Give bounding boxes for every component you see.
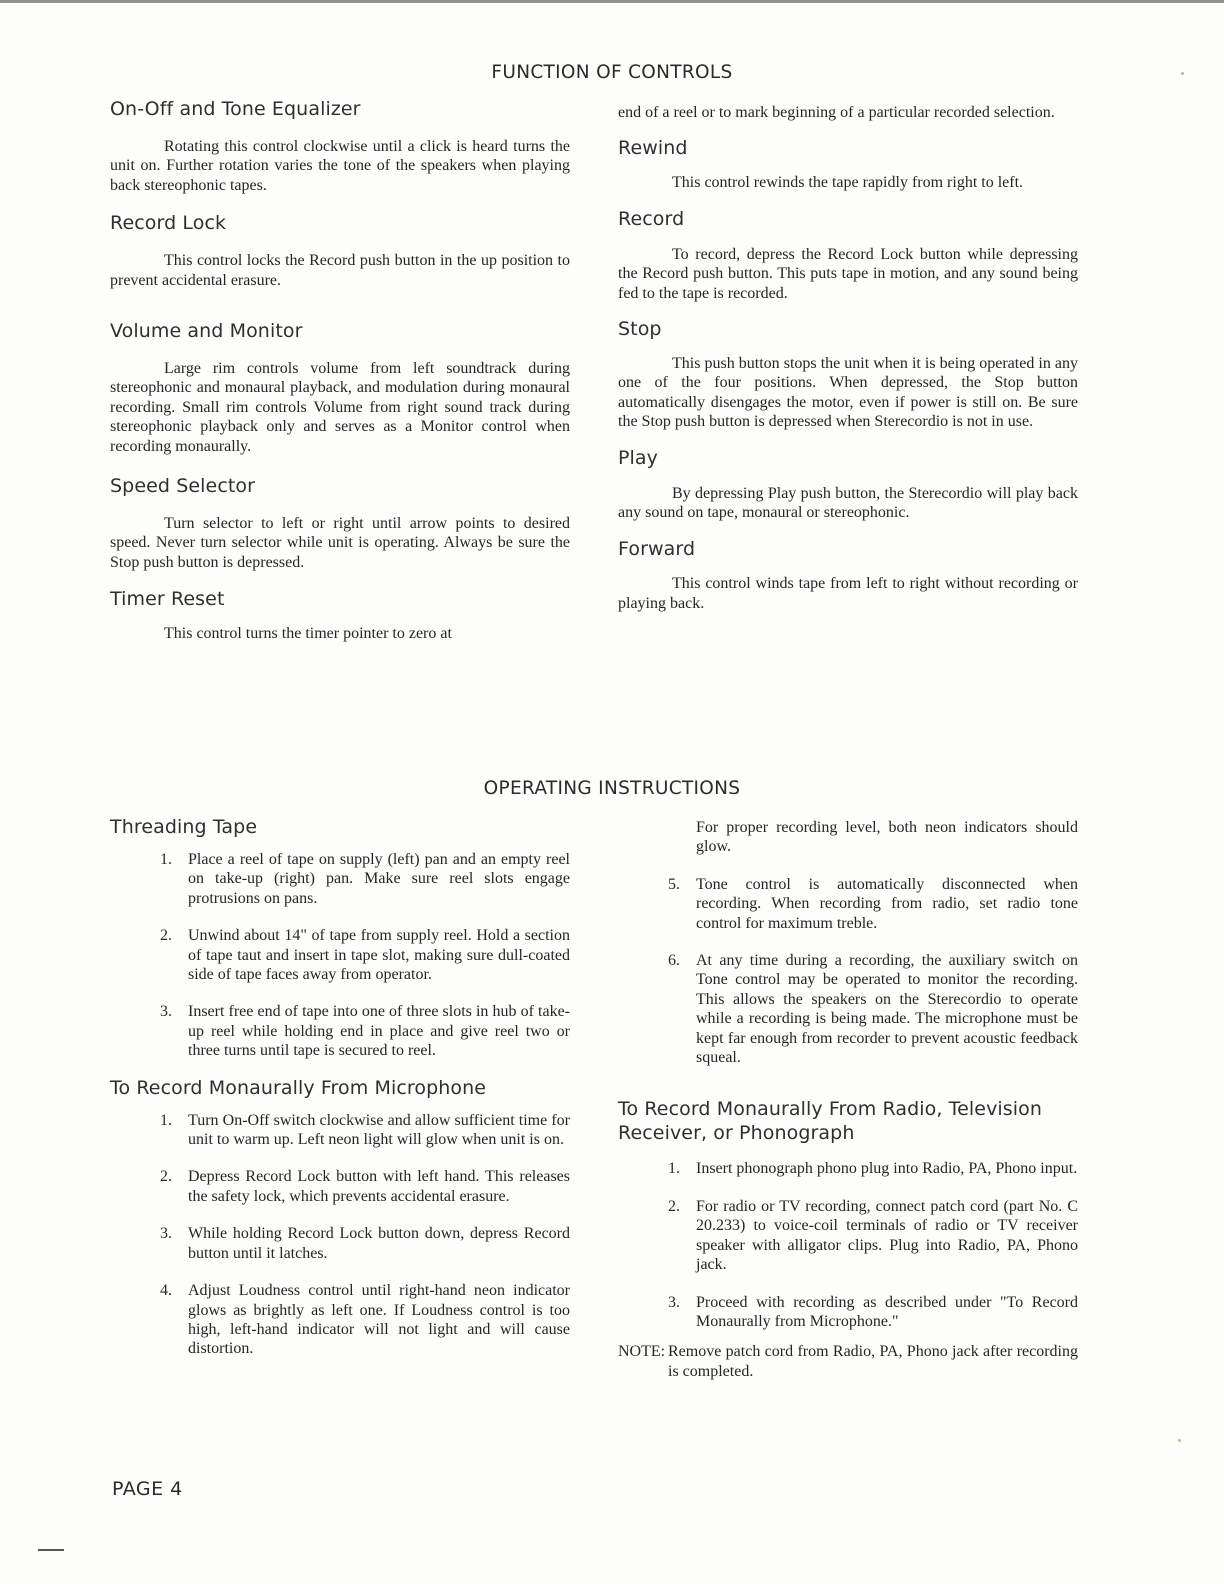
operating-right-column <box>618 818 1078 1381</box>
paragraph-record-lock: This control locks the Record push button in the up position to prevent accidental erasure. <box>110 252 570 289</box>
page-number: PAGE 4 <box>112 1478 183 1500</box>
paragraph-forward: This control winds tape from left to right without recording or playing back. <box>618 575 1078 612</box>
list-item: 3. Proceed with recording as described under "To Record Monaurally from Microphone." <box>668 1293 1078 1330</box>
list-item: 1. Place a reel of tape on supply (left) pan and an empty reel on take-up (right) pan. Make sure reel slots engage protrusions on pans. <box>160 851 570 907</box>
paper-speck <box>1178 1439 1181 1442</box>
heading-record: Record <box>618 207 685 230</box>
top-edge-rule <box>0 0 1224 3</box>
microphone-steps <box>110 1111 570 1359</box>
corner-mark <box>38 1549 64 1551</box>
functions-right-column <box>618 103 1078 613</box>
threading-steps <box>110 850 570 1061</box>
heading-record-microphone: To Record Monaurally From Microphone <box>110 1076 487 1099</box>
heading-record-radio: To Record Monaurally From Radio, Television Receiver, or Phonograph <box>618 1098 1043 1145</box>
heading-on-off: On-Off and Tone Equalizer <box>110 98 361 120</box>
continued-step-four: For proper recording level, both neon indicators should glow. <box>696 819 1078 856</box>
list-item: 3. While holding Record Lock button down, depress Record button until it latches. <box>160 1225 570 1262</box>
heading-play: Play <box>618 446 659 469</box>
list-item: 4. Adjust Loudness control until right-hand neon indicator glows as brightly as left one. If Loudness control is too high, left-hand indicator will not light and will cause distortion. <box>160 1282 570 1358</box>
paragraph-record: To record, depress the Record Lock button while depressing the Record push button. This puts tape in motion, and any sound being fed to the tape is recorded. <box>618 245 1078 302</box>
list-item: 5. Tone control is automatically disconnected when recording. When recording from radio, set radio tone control for maximum treble. <box>668 875 1078 932</box>
heading-threading: Threading Tape <box>110 816 258 838</box>
heading-volume: Volume and Monitor <box>110 320 303 343</box>
microphone-steps-continued <box>618 875 1078 1068</box>
heading-forward: Forward <box>618 538 696 561</box>
paragraph-play: By depressing Play push button, the Sterecordio will play back any sound on tape, monaural or stereophonic. <box>618 484 1078 522</box>
note <box>618 1342 1078 1381</box>
list-item: 3. Insert free end of tape into one of three slots in hub of take-up reel while holding end in place and give reel two or three turns until tape is secured to reel. <box>160 1003 570 1060</box>
paragraph-on-off: Rotating this control clockwise until a click is heard turns the unit on. Further rotation varies the tone of the speakers when playing back stereophonic tapes. <box>110 138 570 194</box>
paragraph-volume: Large rim controls volume from left soundtrack during stereophonic and monaural playback, and modulation during monaural recording. Small rim controls Volume from right sound track during stereophonic playback only and serves as a Monitor control when recording monaurally. <box>110 360 570 455</box>
operating-left-column <box>110 816 570 1359</box>
paragraph-rewind: This control rewinds the tape rapidly from right to left. <box>672 174 1024 192</box>
list-item: 2. For radio or TV recording, connect patch cord (part No. C 20.233) to voice-coil terminals of radio or TV receiver speaker with alligator clips. Plug into Radio, PA, Phono jack. <box>668 1197 1078 1274</box>
heading-stop: Stop <box>618 318 662 341</box>
heading-timer: Timer Reset <box>110 588 225 611</box>
note-label: NOTE: <box>618 1343 666 1361</box>
list-item: 6. At any time during a recording, the auxiliary switch on Tone control may be operated to monitor the recording. This allows the speakers on the Sterecordio to operate while a recording is being made. The microphone must be kept far enough from recorder to prevent acoustic feedback squeal. <box>668 952 1078 1067</box>
list-item: 2. Depress Record Lock button with left hand. This releases the safety lock, which prevents accidental erasure. <box>160 1168 570 1205</box>
list-item: 1. Insert phonograph phono plug into Radio, PA, Phono input. <box>668 1160 1078 1178</box>
paragraph-stop: This push button stops the unit when it is being operated in any one of the four positions. When depressed, the Stop button automatically disengages the motor, even if power is still on. Be sure the Stop push button is depressed when Sterecordio is not in use. <box>618 355 1078 431</box>
functions-left-column <box>110 98 570 644</box>
paragraph-speed: Turn selector to left or right until arrow points to desired speed. Never turn selector while unit is operating. Always be sure the Stop push button is depressed. <box>110 515 570 571</box>
radio-steps <box>618 1159 1078 1331</box>
section-title-functions: FUNCTION OF CONTROLS <box>491 62 733 83</box>
section-title-operating: OPERATING INSTRUCTIONS <box>483 778 741 799</box>
heading-record-lock: Record Lock <box>110 212 227 235</box>
heading-rewind: Rewind <box>618 137 688 160</box>
list-item: 2. Unwind about 14" of tape from supply reel. Hold a section of tape taut and insert in tape slot, making sure dull-coated side of tape faces away from operator. <box>160 927 570 984</box>
heading-speed: Speed Selector <box>110 475 256 498</box>
note-text: Remove patch cord from Radio, PA, Phono jack after recording is completed. <box>668 1343 1078 1380</box>
paragraph-timer-continued: end of a reel or to mark beginning of a particular recorded selection. <box>618 104 1055 121</box>
paragraph-timer: This control turns the timer pointer to zero at <box>164 625 452 643</box>
list-item: 1. Turn On-Off switch clockwise and allow sufficient time for unit to warm up. Left neon light will glow when unit is on. <box>160 1111 570 1149</box>
